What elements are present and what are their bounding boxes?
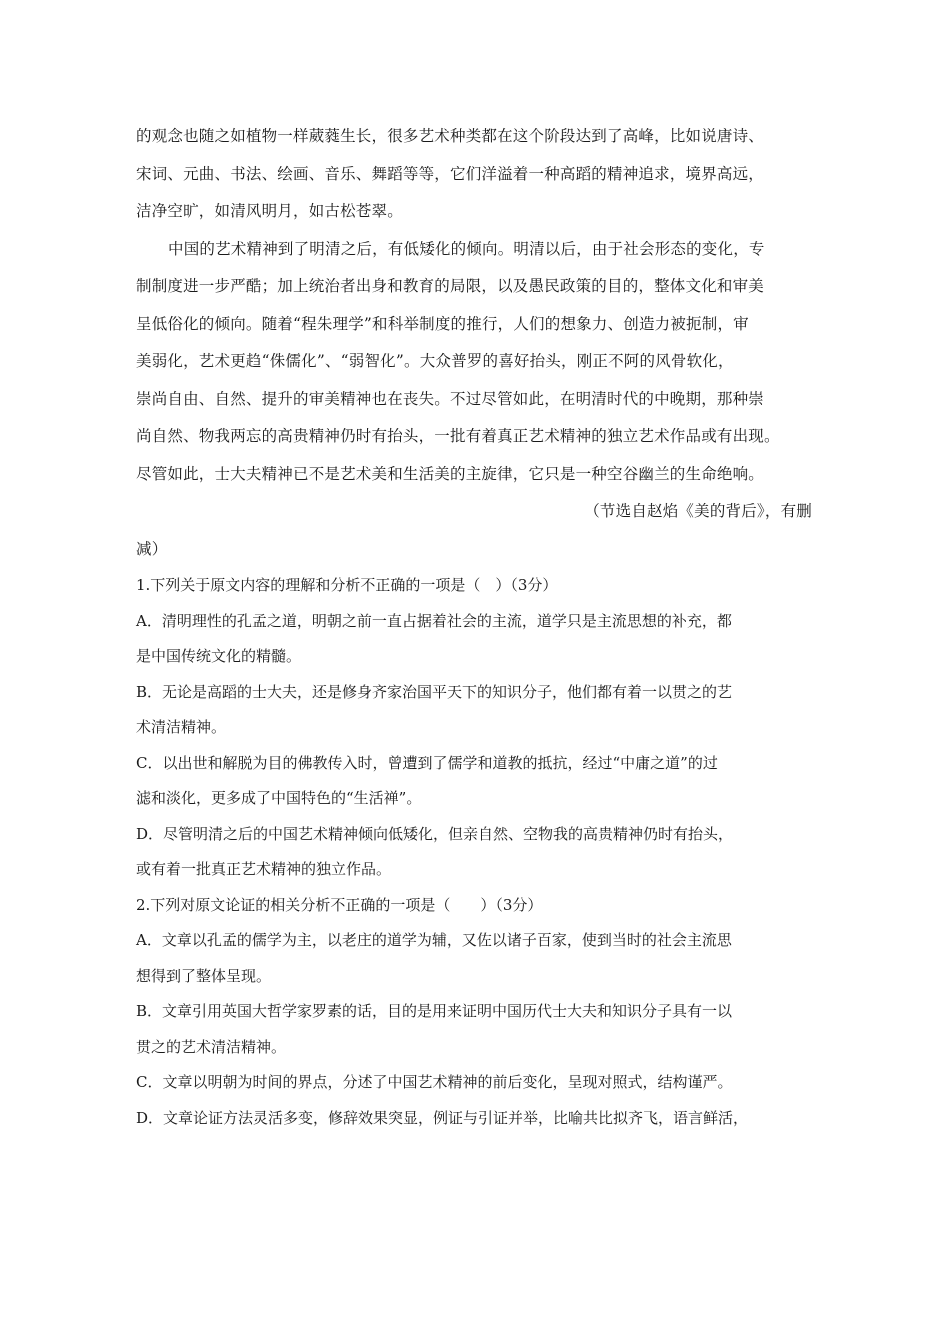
option-c: C．文章以明朝为时间的界点，分述了中国艺术精神的前后变化，呈现对照式，结构谨严。 [136, 1073, 733, 1091]
text-line: 的观念也随之如植物一样葳蕤生长，很多艺术种类都在这个阶段达到了高峰，比如说唐诗、 [136, 127, 765, 145]
option-a-cont: 是中国传统文化的精髓。 [136, 647, 302, 665]
source-citation [136, 493, 816, 568]
option-b: B．无论是高蹈的士大夫，还是修身齐家治国平天下的知识分子，他们都有着一以贯之的艺 [136, 682, 733, 701]
source-line: 减） [136, 539, 168, 558]
passage-paragraph-1 [136, 118, 816, 231]
option-d: D．文章论证方法灵活多变，修辞效果突显，例证与引证并举，比喻共比拟齐飞，语言鲜活， [136, 1108, 749, 1127]
option-c-cont: 滤和淡化，更多成了中国特色的“生活禅”。 [136, 789, 422, 807]
text-line: 美弱化，艺术更趋“侏儒化”、“弱智化”。大众普罗的喜好抬头，刚正不阿的风骨软化， [136, 352, 734, 370]
source-line: （节选自赵焰《美的背后》，有删 [584, 502, 812, 520]
question-2 [136, 888, 816, 1137]
text-line: 呈低俗化的倾向。随着“程朱理学”和科举制度的推行，人们的想象力、创造力被扼制，审 [136, 314, 749, 333]
option-b-cont: 贯之的艺术清洁精神。 [136, 1037, 287, 1056]
text-line: 宋词、元曲、书法、绘画、音乐、舞蹈等等，它们洋溢着一种高蹈的精神追求，境界高远， [136, 164, 765, 183]
option-b: B．文章引用英国大哲学家罗素的话，目的是用来证明中国历代士大夫和知识分子具有一以 [136, 1002, 733, 1020]
text-line: 中国的艺术精神到了明清之后，有低矮化的倾向。明清以后，由于社会形态的变化，专 [168, 239, 765, 258]
option-a: A．清明理性的孔孟之道，明朝之前一直占据着社会的主流，道学只是主流思想的补充，都 [136, 611, 732, 630]
text-line: 崇尚自由、自然、提升的审美精神也在丧失。不过尽管如此，在明清时代的中晚期，那种崇 [136, 389, 765, 408]
text-line: 洁净空旷，如清风明月，如古松苍翠。 [136, 202, 403, 220]
text-line: 尽管如此，士大夫精神已不是艺术美和生活美的主旋律，它只是一种空谷幽兰的生命绝响。 [136, 464, 765, 483]
passage-paragraph-2 [136, 231, 816, 494]
text-line: 尚自然、物我两忘的高贵精神仍时有抬头，一批有着真正艺术精神的独立艺术作品或有出现。 [136, 427, 780, 445]
option-c: C．以出世和解脱为目的佛教传入时，曾遭到了儒学和道教的抵抗，经过“中庸之道”的过 [136, 753, 718, 772]
question-stem: 2.下列对原文论证的相关分析不正确的一项是（ ）（3分） [136, 895, 543, 914]
option-d-cont: 或有着一批真正艺术精神的独立作品。 [136, 860, 392, 878]
option-a: A．文章以孔孟的儒学为主，以老庄的道学为辅，又佐以诸子百家，使到当时的社会主流思 [136, 931, 732, 949]
question-stem: 1.下列关于原文内容的理解和分析不正确的一项是（ ）（3分） [136, 576, 558, 594]
option-a-cont: 想得到了整体呈现。 [136, 966, 272, 985]
document-page [136, 118, 816, 1136]
option-d: D．尽管明清之后的中国艺术精神倾向低矮化，但亲自然、空物我的高贵精神仍时有抬头， [136, 824, 734, 843]
option-b-cont: 术清洁精神。 [136, 718, 227, 736]
question-1 [136, 568, 816, 888]
text-line: 制制度进一步严酷；加上统治者出身和教育的局限，以及愚民政策的目的，整体文化和审美 [136, 277, 765, 295]
